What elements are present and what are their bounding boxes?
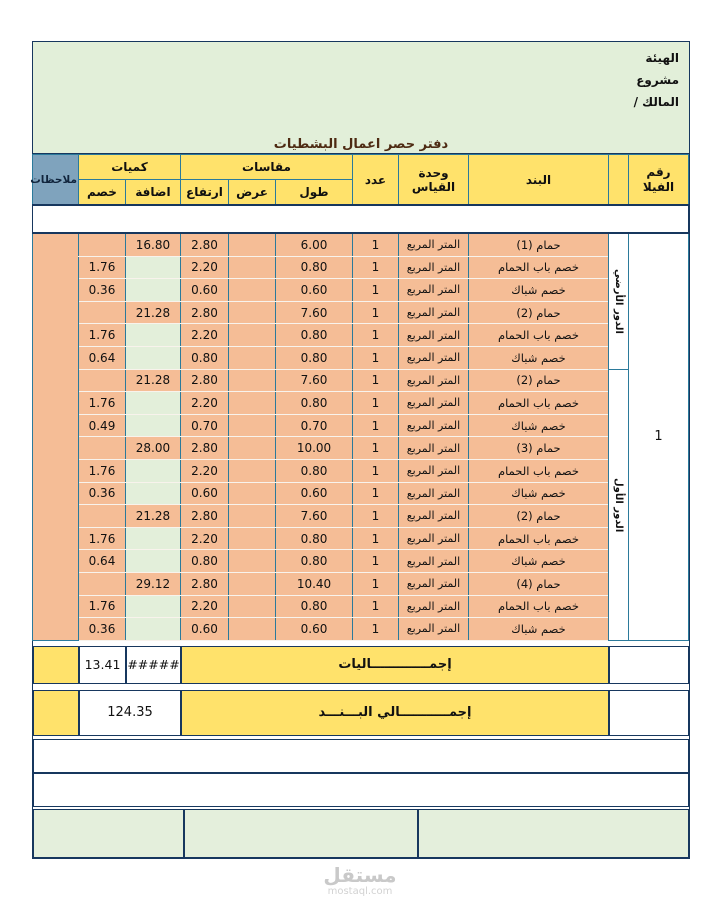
add-cell (125, 324, 180, 347)
count-cell: 1 (353, 233, 399, 256)
footer-cell-middle (184, 809, 418, 858)
width-cell (229, 572, 276, 595)
height-cell: 2.20 (180, 392, 228, 415)
header-deduct: خصم (78, 180, 125, 206)
width-cell (229, 369, 276, 392)
table-row (32, 301, 688, 324)
deduct-cell (78, 437, 125, 460)
empty-row-2 (33, 773, 689, 807)
item-cell: خصم شباك (469, 550, 609, 573)
length-cell: 0.80 (276, 324, 353, 347)
unit-cell: المتر المربع (399, 459, 469, 482)
length-cell: 7.60 (276, 301, 353, 324)
width-cell (229, 414, 276, 437)
item-cell: خصم باب الحمام (469, 256, 609, 279)
unit-cell: المتر المربع (399, 595, 469, 618)
deduct-cell: 0.64 (78, 550, 125, 573)
height-cell: 2.80 (180, 369, 228, 392)
count-cell: 1 (353, 437, 399, 460)
item-cell: خصم شباك (469, 618, 609, 641)
table-row (32, 550, 688, 573)
count-cell: 1 (353, 324, 399, 347)
height-cell: 0.80 (180, 550, 228, 573)
add-cell (125, 392, 180, 415)
count-cell: 1 (353, 505, 399, 528)
width-cell (229, 437, 276, 460)
unit-cell: المتر المربع (399, 301, 469, 324)
unit-cell: المتر المربع (399, 572, 469, 595)
unit-cell: المتر المربع (399, 550, 469, 573)
floor-label: الدور الأول (613, 477, 624, 532)
watermark (0, 864, 720, 897)
width-cell (229, 301, 276, 324)
sheet-header (33, 42, 689, 154)
width-cell (229, 324, 276, 347)
notes-cell (32, 233, 78, 640)
villa-number-cell: 1 (629, 233, 689, 640)
totals-right-empty-cell (609, 646, 689, 684)
deduct-cell: 0.64 (78, 346, 125, 369)
table-row (32, 233, 688, 256)
add-cell: 21.28 (125, 505, 180, 528)
width-cell (229, 459, 276, 482)
deduct-cell: 1.76 (78, 595, 125, 618)
add-cell (125, 482, 180, 505)
count-cell: 1 (353, 618, 399, 641)
height-cell: 2.80 (180, 505, 228, 528)
height-cell: 2.80 (180, 437, 228, 460)
count-cell: 1 (353, 301, 399, 324)
item-cell: خصم باب الحمام (469, 527, 609, 550)
deduct-cell (78, 369, 125, 392)
totals-notes-cell (33, 646, 79, 684)
table-row (32, 459, 688, 482)
table-header (32, 155, 688, 206)
add-cell (125, 414, 180, 437)
item-cell: حمام (3) (469, 437, 609, 460)
height-cell: 0.70 (180, 414, 228, 437)
length-cell: 0.80 (276, 459, 353, 482)
header-count: عدد (353, 155, 399, 206)
item-cell: خصم شباك (469, 414, 609, 437)
item-total-notes-cell (33, 690, 79, 736)
add-cell (125, 256, 180, 279)
unit-cell: المتر المربع (399, 437, 469, 460)
length-cell: 6.00 (276, 233, 353, 256)
height-cell: 2.20 (180, 256, 228, 279)
item-total-value: 124.35 (79, 690, 181, 736)
authority-label: الهيئة (645, 51, 679, 65)
watermark-name: مستقل (323, 863, 397, 887)
unit-cell: المتر المربع (399, 505, 469, 528)
height-cell: 2.20 (180, 459, 228, 482)
item-cell: خصم باب الحمام (469, 459, 609, 482)
header-height: ارتفاع (180, 180, 228, 206)
owner-label: المالك / (633, 95, 679, 110)
width-cell (229, 527, 276, 550)
header-measurements: مقاسات (180, 155, 352, 180)
data-rows (32, 233, 688, 640)
item-cell: حمام (2) (469, 505, 609, 528)
width-cell (229, 392, 276, 415)
item-cell: حمام (1) (469, 233, 609, 256)
add-cell (125, 527, 180, 550)
add-cell: 28.00 (125, 437, 180, 460)
count-cell: 1 (353, 256, 399, 279)
header-length: طول (276, 180, 353, 206)
table-row (32, 505, 688, 528)
item-cell: خصم باب الحمام (469, 595, 609, 618)
add-cell (125, 550, 180, 573)
unit-cell: المتر المربع (399, 346, 469, 369)
height-cell: 0.60 (180, 618, 228, 641)
deduct-cell: 1.76 (78, 324, 125, 347)
item-cell: خصم شباك (469, 346, 609, 369)
item-cell: خصم شباك (469, 482, 609, 505)
item-cell: حمام (2) (469, 369, 609, 392)
project-label: مشروع (636, 73, 679, 88)
item-cell: حمام (2) (469, 301, 609, 324)
length-cell: 10.00 (276, 437, 353, 460)
height-cell: 2.20 (180, 527, 228, 550)
length-cell: 0.80 (276, 392, 353, 415)
table-row (32, 527, 688, 550)
boq-table (32, 154, 689, 641)
height-cell: 0.60 (180, 482, 228, 505)
table-row (32, 482, 688, 505)
add-cell (125, 279, 180, 302)
totals-deduct-value: 13.41 (79, 646, 126, 684)
add-cell: 21.28 (125, 301, 180, 324)
width-cell (229, 233, 276, 256)
add-cell (125, 346, 180, 369)
width-cell (229, 550, 276, 573)
table-row (32, 346, 688, 369)
header-unit: وحدة القياس (399, 155, 469, 206)
sheet-title: دفتر حصر اعمال البشطيات (273, 137, 449, 152)
table-row (32, 256, 688, 279)
height-cell: 2.20 (180, 324, 228, 347)
count-cell: 1 (353, 550, 399, 573)
table-row (32, 392, 688, 415)
unit-cell: المتر المربع (399, 392, 469, 415)
table-row (32, 437, 688, 460)
header-quantities: كميات (78, 155, 180, 180)
add-cell: 29.12 (125, 572, 180, 595)
count-cell: 1 (353, 346, 399, 369)
item-total-row (33, 690, 689, 736)
length-cell: 0.60 (276, 618, 353, 641)
length-cell: 7.60 (276, 369, 353, 392)
item-total-right-empty-cell (609, 690, 689, 736)
height-cell: 2.80 (180, 233, 228, 256)
height-cell: 2.80 (180, 301, 228, 324)
height-cell: 2.20 (180, 595, 228, 618)
spacer-cell (32, 205, 688, 233)
header-width: عرض (229, 180, 276, 206)
deduct-cell (78, 233, 125, 256)
deduct-cell: 1.76 (78, 392, 125, 415)
deduct-cell: 0.49 (78, 414, 125, 437)
add-cell: 21.28 (125, 369, 180, 392)
worksheet (32, 41, 690, 859)
width-cell (229, 346, 276, 369)
count-cell: 1 (353, 595, 399, 618)
length-cell: 7.60 (276, 505, 353, 528)
watermark-domain: mostaql.com (327, 886, 393, 897)
deduct-cell: 1.76 (78, 459, 125, 482)
add-cell (125, 459, 180, 482)
item-cell: خصم باب الحمام (469, 324, 609, 347)
length-cell: 0.80 (276, 256, 353, 279)
length-cell: 0.80 (276, 595, 353, 618)
table-row (32, 414, 688, 437)
table-row (32, 572, 688, 595)
item-total-label: إجمـــــــــــالي البـــنـــد (181, 690, 609, 736)
empty-row-1 (33, 739, 689, 773)
width-cell (229, 595, 276, 618)
count-cell: 1 (353, 369, 399, 392)
header-notes: ملاحظات (32, 155, 78, 206)
deduct-cell: 0.36 (78, 618, 125, 641)
count-cell: 1 (353, 482, 399, 505)
deduct-cell: 1.76 (78, 256, 125, 279)
count-cell: 1 (353, 527, 399, 550)
totals-row (33, 646, 689, 684)
table-row (32, 618, 688, 641)
floor-label: الدور الأرضي (613, 268, 624, 334)
length-cell: 10.40 (276, 572, 353, 595)
add-cell (125, 618, 180, 641)
deduct-cell: 1.76 (78, 527, 125, 550)
unit-cell: المتر المربع (399, 324, 469, 347)
width-cell (229, 256, 276, 279)
height-cell: 2.80 (180, 572, 228, 595)
unit-cell: المتر المربع (399, 256, 469, 279)
table-row (32, 369, 688, 392)
deduct-cell (78, 505, 125, 528)
floor-label-cell (609, 233, 629, 369)
spacer-row (32, 205, 688, 233)
table-row (32, 595, 688, 618)
count-cell: 1 (353, 392, 399, 415)
unit-cell: المتر المربع (399, 369, 469, 392)
item-cell: خصم باب الحمام (469, 392, 609, 415)
unit-cell: المتر المربع (399, 618, 469, 641)
totals-label: إجمـــــــــــــاليات (181, 646, 609, 684)
footer-cell-right (418, 809, 689, 858)
deduct-cell (78, 572, 125, 595)
width-cell (229, 618, 276, 641)
item-cell: خصم شباك (469, 279, 609, 302)
height-cell: 0.80 (180, 346, 228, 369)
deduct-cell (78, 301, 125, 324)
length-cell: 0.80 (276, 346, 353, 369)
footer-band (33, 809, 689, 858)
count-cell: 1 (353, 279, 399, 302)
table-row (32, 279, 688, 302)
deduct-cell: 0.36 (78, 279, 125, 302)
length-cell: 0.80 (276, 550, 353, 573)
header-villa-number: رقم الفيلا (629, 155, 689, 206)
count-cell: 1 (353, 572, 399, 595)
count-cell: 1 (353, 459, 399, 482)
add-cell: 16.80 (125, 233, 180, 256)
table-row (32, 324, 688, 347)
length-cell: 0.80 (276, 527, 353, 550)
height-cell: 0.60 (180, 279, 228, 302)
header-floor-column (609, 155, 629, 206)
header-item: البند (469, 155, 609, 206)
count-cell: 1 (353, 414, 399, 437)
width-cell (229, 279, 276, 302)
length-cell: 0.70 (276, 414, 353, 437)
width-cell (229, 505, 276, 528)
deduct-cell: 0.36 (78, 482, 125, 505)
header-add: اضافة (125, 180, 180, 206)
unit-cell: المتر المربع (399, 414, 469, 437)
unit-cell: المتر المربع (399, 279, 469, 302)
length-cell: 0.60 (276, 279, 353, 302)
add-cell (125, 595, 180, 618)
length-cell: 0.60 (276, 482, 353, 505)
unit-cell: المتر المربع (399, 233, 469, 256)
width-cell (229, 482, 276, 505)
unit-cell: المتر المربع (399, 482, 469, 505)
footer-cell-left (33, 809, 184, 858)
floor-label-cell (609, 369, 629, 640)
totals-add-value: ##### (126, 646, 181, 684)
unit-cell: المتر المربع (399, 527, 469, 550)
item-cell: حمام (4) (469, 572, 609, 595)
